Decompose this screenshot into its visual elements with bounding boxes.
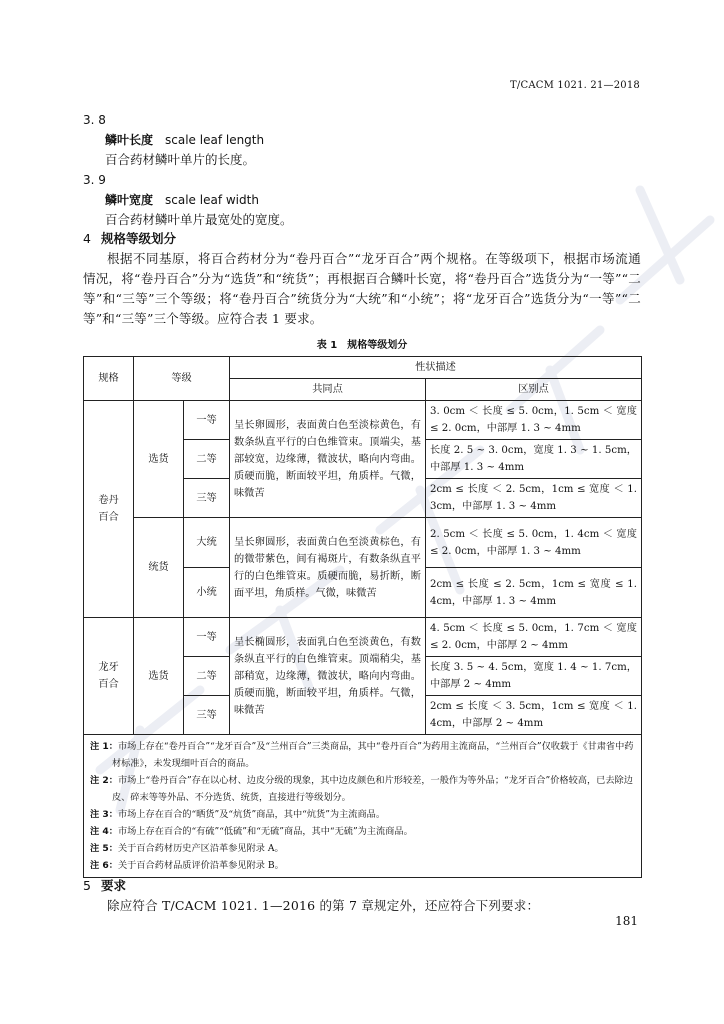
grade-label: 三等 (184, 479, 230, 518)
header-grade: 等级 (134, 357, 230, 401)
term-chinese: 鳞叶宽度 (105, 193, 154, 207)
term-definition: 百合药材鳞叶单片的长度。 (105, 152, 256, 167)
table-notes (84, 735, 642, 878)
term-line (83, 130, 641, 150)
juandan-xuanhuo-label: 选货 (134, 401, 184, 518)
spec-longya: 龙牙 百合 (84, 618, 134, 735)
grade-diff: 长度 3. 5 ~ 4. 5cm，宽度 1. 4 ~ 1. 7cm，中部厚 2 ~ 4mm (426, 657, 642, 696)
grade-table (83, 356, 642, 878)
note-item: 注 4：市场上存在百合的“有硫”“低硫”和“无硫”商品，其中“无硫”为主流商品。 (90, 826, 413, 837)
section-paragraph: 根据不同基原，将百合药材分为“卷丹百合”“龙牙百合”两个规格。在等级项下，根据市场流通情况，将“卷丹百合”分为“选货”和“统货”；再根据百合鳞叶长宽，将“卷丹百合”选货分为“一等”“二等”和“三等”三个等级；将“卷丹百合”统货分为“大统”和“小统”；将“龙牙百合”选货分为“一等”“二等”和“三等”三个等级。应符合表 1 要求。 (83, 251, 641, 326)
note-item: 注 3：市场上存在百合的“晒货”及“炕货”商品，其中“炕货”为主流商品。 (90, 809, 386, 820)
grade-label: 大统 (184, 518, 230, 568)
section-4 (83, 229, 641, 329)
section-title: 规格等级划分 (100, 231, 176, 246)
grade-diff: 2cm ≤ 长度 ＜ 2. 5cm，1cm ≤ 宽度 ＜ 1. 3cm，中部厚 1. 3 ~ 4mm (426, 479, 642, 518)
header-diff: 区别点 (426, 379, 642, 401)
grade-diff: 3. 0cm ＜ 长度 ≤ 5. 0cm，1. 5cm ＜ 宽度 ≤ 2. 0cm，中部厚 1. 3 ~ 4mm (426, 401, 642, 440)
section-3-9 (83, 170, 641, 230)
section-number: 5 (83, 878, 91, 893)
grade-label: 三等 (184, 696, 230, 735)
note-item: 注 6：关于百合药材品质评价沿革参见附录 B。 (90, 860, 284, 871)
term-definition: 百合药材鳞叶单片最宽处的宽度。 (105, 212, 293, 227)
table-title: 表 1 规格等级划分 (316, 340, 408, 351)
grade-diff: 2. 5cm ＜ 长度 ≤ 5. 0cm，1. 4cm ＜ 宽度 ≤ 2. 0cm，中部厚 1. 3 ~ 4mm (426, 518, 642, 568)
table-row (84, 401, 642, 440)
header-common: 共同点 (230, 379, 426, 401)
section-title: 要求 (100, 878, 126, 893)
spec-juandan: 卷丹 百合 (84, 401, 134, 618)
page-number: 181 (615, 914, 638, 928)
table-row (84, 518, 642, 568)
longya-xuanhuo-common: 呈长椭圆形，表面乳白色至淡黄色，有数条纵直平行的白色维管束。顶端稍尖，基部稍宽，边缘薄，微波状，略向内弯曲。质硬而脆，断面较平坦，角质样。气微，味微苦 (230, 618, 426, 735)
table-row (84, 618, 642, 657)
juandan-tonghuo-label: 统货 (134, 518, 184, 618)
section-5 (83, 876, 641, 916)
section-number: 3. 8 (83, 113, 106, 127)
term-line (83, 190, 641, 210)
term-english: scale leaf width (165, 193, 259, 207)
grade-label: 二等 (184, 657, 230, 696)
term-english: scale leaf length (165, 133, 265, 147)
grade-diff: 2cm ≤ 长度 ≤ 2. 5cm，1cm ≤ 宽度 ≤ 1. 4cm，中部厚 1. 3 ~ 4mm (426, 568, 642, 618)
section-number: 3. 9 (83, 173, 106, 187)
grade-label: 小统 (184, 568, 230, 618)
note-item: 注 5：关于百合药材历史产区沿革参见附录 A。 (90, 843, 284, 854)
term-chinese: 鳞叶长度 (105, 133, 154, 147)
juandan-xuanhuo-common: 呈长卵圆形，表面黄白色至淡棕黄色，有数条纵直平行的白色维管束。顶端尖，基部较宽，边缘薄，微波状，略向内弯曲。质硬而脆，断面较平坦，角质样。气微，味微苦 (230, 401, 426, 518)
grade-label: 一等 (184, 618, 230, 657)
note-item: 注 1：市场上存在“卷丹百合”“龙牙百合”及“兰州百合”三类商品，其中“卷丹百合”为药用主流商品，“兰州百合”仅收载于《甘肃省中药材标准》，未发现细叶百合的商品。 (90, 741, 634, 769)
note-item: 注 2：市场上“卷丹百合”存在以心材、边皮分级的现象，其中边皮颜色和片形较差，一般作为等外品；“龙牙百合”价格较高，已去除边皮、碎末等等外品、不分选货、统货，直接进行等级划分。 (90, 775, 633, 803)
longya-xuanhuo-label: 选货 (134, 618, 184, 735)
section-3-8 (83, 110, 641, 170)
header-spec: 规格 (84, 357, 134, 401)
standard-code-header: T/CACM 1021. 21—2018 (510, 80, 640, 91)
section-heading (83, 876, 641, 896)
grade-diff: 4. 5cm ＜ 长度 ≤ 5. 0cm，1. 7cm ＜ 宽度 ≤ 2. 0cm，中部厚 2 ~ 4mm (426, 618, 642, 657)
grade-diff: 2cm ≤ 长度 ＜ 3. 5cm，1cm ≤ 宽度 ＜ 1. 4cm，中部厚 2 ~ 4mm (426, 696, 642, 735)
grade-label: 二等 (184, 440, 230, 479)
section-paragraph: 除应符合 T/CACM 1021. 1—2016 的第 7 章规定外，还应符合下列要求： (107, 898, 540, 913)
section-heading (83, 229, 641, 249)
section-number: 4 (83, 231, 91, 246)
grade-label: 一等 (184, 401, 230, 440)
header-traits: 性状描述 (230, 357, 642, 379)
grade-diff: 长度 2. 5 ~ 3. 0cm，宽度 1. 3 ~ 1. 5cm，中部厚 1. 3 ~ 4mm (426, 440, 642, 479)
juandan-tonghuo-common: 呈长卵圆形，表面黄白色至淡黄棕色，有的微带紫色，间有褐斑片，有数条纵直平行的白色维管束。质硬而脆，易折断，断面平坦，角质样。气微，味微苦 (230, 518, 426, 618)
